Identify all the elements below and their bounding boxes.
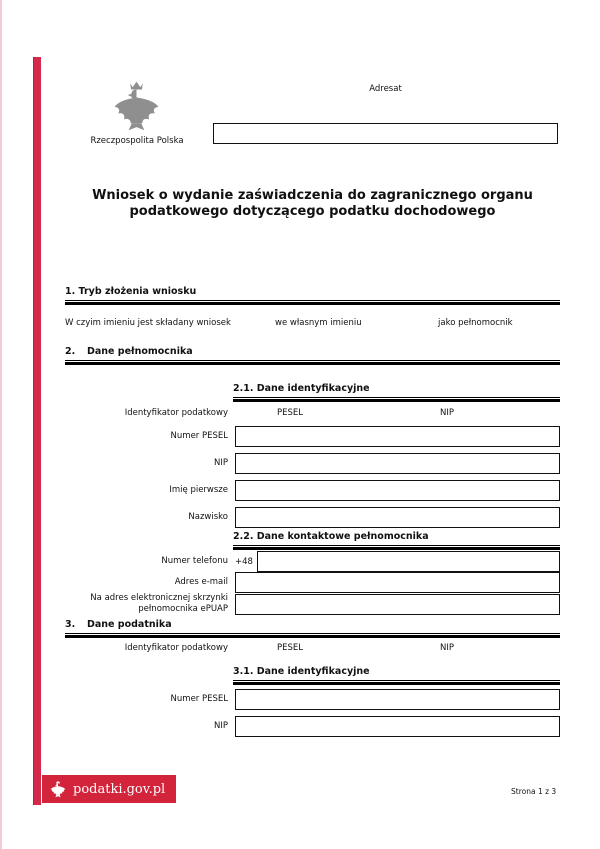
form-title: Wniosek o wydanie zaświadczenia do zagranicznego organu podatkowego dotyczącego podatku dochodowego (92, 188, 533, 219)
attorney-email-input[interactable] (235, 572, 560, 593)
subsection-3-1-rule (233, 682, 560, 685)
republic-label: Rzeczpospolita Polska (90, 136, 184, 146)
taxpayer-pesel-label: Numer PESEL (170, 694, 228, 704)
section-2-rule (65, 362, 560, 365)
taxpayer-nip-row (65, 716, 560, 737)
attorney-epuap-input[interactable] (235, 594, 560, 615)
section-3-number: 3. (65, 619, 76, 630)
form-body (65, 286, 560, 737)
subsection-2-2-rule (233, 547, 560, 550)
attorney-first-name-label: Imię pierwsze (169, 485, 228, 495)
subsection-2-1-rule (233, 399, 560, 402)
section-1-title: 1. Tryb złożenia wniosku (65, 286, 197, 297)
attorney-pesel-row (65, 426, 560, 447)
attorney-first-name-row (65, 480, 560, 501)
attorney-phone-input[interactable] (257, 551, 560, 572)
attorney-surname-input[interactable] (235, 507, 560, 528)
subsection-2-1-title: 2.1. Dane identyfikacyjne (233, 383, 370, 394)
attorney-nip-row (65, 453, 560, 474)
polish-eagle-emblem (113, 79, 160, 133)
attorney-pesel-input[interactable] (235, 426, 560, 447)
option-own-behalf[interactable]: we własnym imieniu (275, 318, 362, 328)
subsection-2-2-header (233, 531, 560, 546)
attorney-tax-id-pesel-option[interactable]: PESEL (277, 408, 303, 418)
subsection-2-2 (233, 531, 560, 550)
section-3-rule (65, 635, 560, 638)
attorney-epuap-label: Na adres elektronicznej skrzynki pełnomocnika ePUAP (90, 593, 228, 614)
attorney-surname-label: Nazwisko (188, 512, 228, 522)
taxpayer-pesel-row (65, 689, 560, 710)
subsection-2-2-title: 2.2. Dane kontaktowe pełnomocnika (233, 531, 429, 542)
attorney-pesel-label: Numer PESEL (170, 431, 228, 441)
page-indicator: Strona 1 z 3 (511, 787, 557, 796)
section-3-title: Dane podatnika (87, 619, 172, 630)
section-1-rule (65, 302, 560, 305)
addressee-input[interactable] (213, 123, 558, 144)
section-1-header (65, 286, 560, 301)
attorney-epuap-row (65, 593, 560, 615)
section-2-header (65, 346, 560, 361)
taxpayer-pesel-input[interactable] (235, 689, 560, 710)
podatki-gov-label: podatki.gov.pl (73, 781, 166, 797)
attorney-nip-input[interactable] (235, 453, 560, 474)
section-3-header (65, 619, 560, 634)
page-edge-line (0, 0, 2, 849)
phone-country-prefix: +48 (235, 556, 253, 567)
submission-mode-question: W czyim imieniu jest składany wniosek (65, 318, 231, 328)
subsection-3-1-title: 3.1. Dane identyfikacyjne (233, 666, 370, 677)
taxpayer-tax-id-row (65, 643, 560, 654)
white-eagle-icon (50, 780, 66, 798)
section-2-number: 2. (65, 346, 76, 357)
option-as-attorney[interactable]: jako pełnomocnik (438, 318, 513, 328)
taxpayer-tax-id-pesel-option[interactable]: PESEL (277, 643, 303, 653)
attorney-first-name-input[interactable] (235, 480, 560, 501)
subsection-2-1 (233, 383, 560, 402)
addressee-label: Adresat (369, 84, 402, 94)
subsection-2-1-header (233, 383, 560, 398)
attorney-email-label: Adres e-mail (174, 577, 228, 587)
taxpayer-nip-input[interactable] (235, 716, 560, 737)
attorney-phone-row (65, 551, 560, 572)
attorney-phone-label: Numer telefonu (161, 556, 228, 566)
attorney-nip-label: NIP (214, 458, 228, 468)
attorney-tax-id-label: Identyfikator podatkowy (124, 408, 228, 418)
attorney-tax-id-row (65, 408, 560, 419)
attorney-email-row (65, 572, 560, 593)
subsection-3-1 (233, 666, 560, 685)
red-accent-bar (33, 57, 41, 805)
taxpayer-tax-id-label: Identyfikator podatkowy (124, 643, 228, 653)
submission-mode-row (65, 318, 560, 329)
subsection-3-1-header (233, 666, 560, 681)
attorney-surname-row (65, 507, 560, 528)
section-2-title: Dane pełnomocnika (87, 346, 193, 357)
taxpayer-nip-label: NIP (214, 721, 228, 731)
attorney-tax-id-nip-option[interactable]: NIP (440, 408, 454, 418)
podatki-gov-badge[interactable] (42, 775, 176, 803)
taxpayer-tax-id-nip-option[interactable]: NIP (440, 643, 454, 653)
